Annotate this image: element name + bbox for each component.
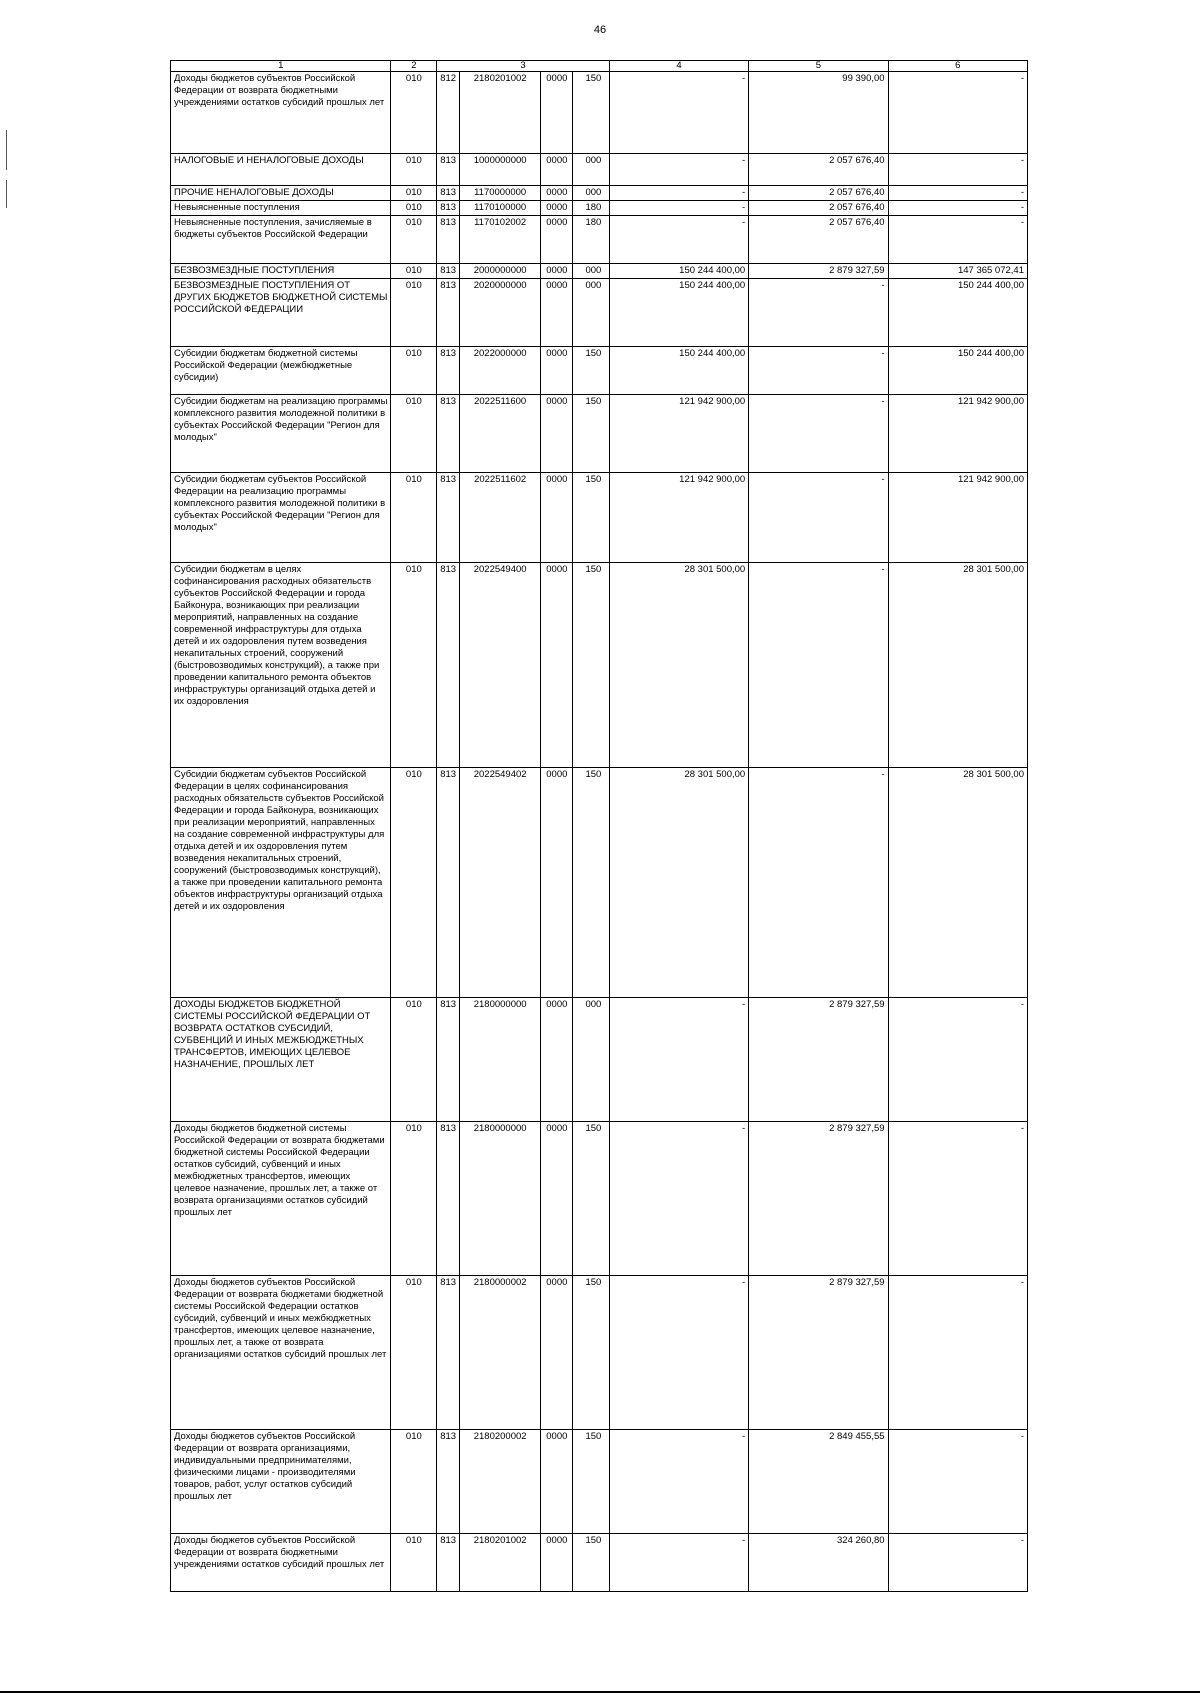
cell-value-5: 2 879 327,59 xyxy=(749,264,888,279)
cell-value-5: 99 390,00 xyxy=(749,72,888,154)
cell-col2: 010 xyxy=(391,395,437,473)
cell-code-d: 150 xyxy=(573,1430,609,1534)
cell-col2: 010 xyxy=(391,1430,437,1534)
cell-code-c: 0000 xyxy=(541,347,573,395)
scan-left-mark xyxy=(6,130,7,170)
cell-col2: 010 xyxy=(391,279,437,347)
cell-value-6: - xyxy=(888,72,1027,154)
scan-bottom-line xyxy=(0,1691,1200,1693)
cell-value-5: - xyxy=(749,395,888,473)
cell-value-6: - xyxy=(888,998,1027,1122)
cell-name: Субсидии бюджетам в целях софинансирования расходных обязательств субъектов Российской Федерации и города Байконура, возникающих при реализации мероприятий, направленных на создание современной инфраструктуры для отдыха детей и их оздоровления путем возведения некапитальных строений, сооружений (быстровозводимых конструкций), а также при проведении капитального ремонта объектов инфраструктуры организаций отдыха детей и их оздоровления xyxy=(171,563,391,768)
header-col-2: 2 xyxy=(391,61,437,72)
header-col-1: 1 xyxy=(171,61,391,72)
cell-name: Субсидии бюджетам субъектов Российской Федерации в целях софинансирования расходных обязательств субъектов Российской Федерации и города Байконура, возникающих при реализации мероприятий, направленных на создание современной инфраструктуры для отдыха детей и их оздоровления путем возведения некапитальных строений, сооружений (быстровозводимых конструкций), а также при проведении капитального ремонта объектов инфраструктуры организаций отдыха детей и их оздоровления xyxy=(171,768,391,998)
cell-code-c: 0000 xyxy=(541,201,573,216)
table-row xyxy=(171,1430,1028,1534)
cell-value-5: 2 057 676,40 xyxy=(749,154,888,186)
cell-value-6: - xyxy=(888,154,1027,186)
cell-value-6: - xyxy=(888,186,1027,201)
cell-code-c: 0000 xyxy=(541,154,573,186)
cell-code-a: 813 xyxy=(437,1534,460,1592)
cell-value-6: - xyxy=(888,216,1027,264)
table-row xyxy=(171,395,1028,473)
table-row xyxy=(171,154,1028,186)
cell-code-d: 150 xyxy=(573,1276,609,1430)
cell-value-6: - xyxy=(888,1122,1027,1276)
cell-value-6: - xyxy=(888,1534,1027,1592)
cell-name: Невыясненные поступления, зачисляемые в бюджеты субъектов Российской Федерации xyxy=(171,216,391,264)
cell-code-b: 1000000000 xyxy=(460,154,541,186)
table-row xyxy=(171,1276,1028,1430)
cell-code-d: 150 xyxy=(573,72,609,154)
cell-code-a: 813 xyxy=(437,1122,460,1276)
cell-value-4: - xyxy=(609,1534,748,1592)
cell-code-d: 000 xyxy=(573,186,609,201)
cell-code-a: 813 xyxy=(437,347,460,395)
cell-name: НАЛОГОВЫЕ И НЕНАЛОГОВЫЕ ДОХОДЫ xyxy=(171,154,391,186)
cell-code-b: 2180201002 xyxy=(460,72,541,154)
cell-code-c: 0000 xyxy=(541,998,573,1122)
table-header-row xyxy=(171,61,1028,72)
cell-code-b: 1170100000 xyxy=(460,201,541,216)
cell-value-4: - xyxy=(609,1122,748,1276)
cell-name: БЕЗВОЗМЕЗДНЫЕ ПОСТУПЛЕНИЯ xyxy=(171,264,391,279)
cell-code-a: 813 xyxy=(437,563,460,768)
cell-code-c: 0000 xyxy=(541,216,573,264)
cell-code-d: 150 xyxy=(573,563,609,768)
cell-value-6: - xyxy=(888,1430,1027,1534)
cell-value-5: - xyxy=(749,768,888,998)
table-row xyxy=(171,1534,1028,1592)
cell-name: Субсидии бюджетам на реализацию программы комплексного развития молодежной политики в субъектах Российской Федерации "Регион для молодых" xyxy=(171,395,391,473)
cell-code-c: 0000 xyxy=(541,264,573,279)
cell-code-c: 0000 xyxy=(541,279,573,347)
cell-code-b: 2180201002 xyxy=(460,1534,541,1592)
cell-code-d: 150 xyxy=(573,768,609,998)
cell-value-6: 150 244 400,00 xyxy=(888,279,1027,347)
cell-code-a: 813 xyxy=(437,1430,460,1534)
header-col-3: 3 xyxy=(437,61,610,72)
cell-name: Субсидии бюджетам субъектов Российской Федерации на реализацию программы комплексного развития молодежной политики в субъектах Российской Федерации "Регион для молодых" xyxy=(171,473,391,563)
cell-code-c: 0000 xyxy=(541,1276,573,1430)
cell-col2: 010 xyxy=(391,264,437,279)
cell-code-d: 150 xyxy=(573,347,609,395)
cell-code-b: 2022549400 xyxy=(460,563,541,768)
cell-value-6: 121 942 900,00 xyxy=(888,395,1027,473)
table-row xyxy=(171,264,1028,279)
table-row xyxy=(171,201,1028,216)
cell-value-5: - xyxy=(749,347,888,395)
cell-code-d: 000 xyxy=(573,154,609,186)
cell-code-a: 813 xyxy=(437,279,460,347)
cell-value-6: - xyxy=(888,201,1027,216)
cell-value-4: 150 244 400,00 xyxy=(609,279,748,347)
cell-code-b: 2180000002 xyxy=(460,1276,541,1430)
cell-value-5: - xyxy=(749,279,888,347)
cell-code-a: 813 xyxy=(437,154,460,186)
cell-col2: 010 xyxy=(391,1534,437,1592)
cell-code-a: 813 xyxy=(437,473,460,563)
budget-table xyxy=(170,60,1028,1592)
cell-code-c: 0000 xyxy=(541,1534,573,1592)
cell-col2: 010 xyxy=(391,563,437,768)
cell-value-4: - xyxy=(609,1430,748,1534)
cell-value-4: 28 301 500,00 xyxy=(609,768,748,998)
cell-value-4: - xyxy=(609,1276,748,1430)
table-row xyxy=(171,72,1028,154)
table-row xyxy=(171,1122,1028,1276)
cell-value-4: - xyxy=(609,201,748,216)
table-row xyxy=(171,186,1028,201)
cell-value-5: 2 057 676,40 xyxy=(749,201,888,216)
cell-code-c: 0000 xyxy=(541,186,573,201)
cell-code-b: 1170000000 xyxy=(460,186,541,201)
cell-code-b: 2180200002 xyxy=(460,1430,541,1534)
cell-code-a: 813 xyxy=(437,395,460,473)
cell-name: Субсидии бюджетам бюджетной системы Российской Федерации (межбюджетные субсидии) xyxy=(171,347,391,395)
table-row xyxy=(171,998,1028,1122)
cell-code-b: 2180000000 xyxy=(460,998,541,1122)
table-row xyxy=(171,279,1028,347)
cell-name: Доходы бюджетов субъектов Российской Федерации от возврата бюджетными учреждениями остатков субсидий прошлых лет xyxy=(171,1534,391,1592)
cell-value-6: 147 365 072,41 xyxy=(888,264,1027,279)
cell-col2: 010 xyxy=(391,186,437,201)
cell-code-c: 0000 xyxy=(541,72,573,154)
cell-value-4: 28 301 500,00 xyxy=(609,563,748,768)
cell-code-d: 180 xyxy=(573,216,609,264)
cell-value-5: 2 879 327,59 xyxy=(749,1122,888,1276)
table-row xyxy=(171,216,1028,264)
cell-value-5: 2 879 327,59 xyxy=(749,1276,888,1430)
cell-code-a: 813 xyxy=(437,264,460,279)
table-row xyxy=(171,473,1028,563)
cell-code-d: 150 xyxy=(573,1122,609,1276)
cell-value-4: 121 942 900,00 xyxy=(609,473,748,563)
cell-code-c: 0000 xyxy=(541,1122,573,1276)
cell-col2: 010 xyxy=(391,1122,437,1276)
cell-col2: 010 xyxy=(391,201,437,216)
cell-code-b: 2022000000 xyxy=(460,347,541,395)
table-row xyxy=(171,563,1028,768)
cell-value-5: - xyxy=(749,473,888,563)
cell-value-5: 324 260,80 xyxy=(749,1534,888,1592)
cell-name: Доходы бюджетов субъектов Российской Федерации от возврата организациями, индивидуальными предпринимателями, физическими лицами - производителями товаров, работ, услуг остатков субсидий прошлых лет xyxy=(171,1430,391,1534)
cell-code-a: 813 xyxy=(437,768,460,998)
cell-name: ПРОЧИЕ НЕНАЛОГОВЫЕ ДОХОДЫ xyxy=(171,186,391,201)
cell-code-a: 813 xyxy=(437,186,460,201)
cell-code-d: 150 xyxy=(573,473,609,563)
cell-col2: 010 xyxy=(391,154,437,186)
cell-name: ДОХОДЫ БЮДЖЕТОВ БЮДЖЕТНОЙ СИСТЕМЫ РОССИЙСКОЙ ФЕДЕРАЦИИ ОТ ВОЗВРАТА ОСТАТКОВ СУБСИДИЙ, СУБВЕНЦИЙ И ИНЫХ МЕЖБЮДЖЕТНЫХ ТРАНСФЕРТОВ, ИМЕЮЩИХ ЦЕЛЕВОЕ НАЗНАЧЕНИЕ, ПРОШЛЫХ ЛЕТ xyxy=(171,998,391,1122)
cell-code-d: 000 xyxy=(573,279,609,347)
cell-code-a: 812 xyxy=(437,72,460,154)
cell-value-5: 2 879 327,59 xyxy=(749,998,888,1122)
cell-code-b: 2180000000 xyxy=(460,1122,541,1276)
table-row xyxy=(171,347,1028,395)
cell-name: БЕЗВОЗМЕЗДНЫЕ ПОСТУПЛЕНИЯ ОТ ДРУГИХ БЮДЖЕТОВ БЮДЖЕТНОЙ СИСТЕМЫ РОССИЙСКОЙ ФЕДЕРАЦИИ xyxy=(171,279,391,347)
cell-value-6: 28 301 500,00 xyxy=(888,768,1027,998)
cell-value-6: - xyxy=(888,1276,1027,1430)
cell-value-4: - xyxy=(609,186,748,201)
cell-code-d: 000 xyxy=(573,264,609,279)
cell-col2: 010 xyxy=(391,72,437,154)
table-row xyxy=(171,768,1028,998)
cell-code-c: 0000 xyxy=(541,473,573,563)
cell-code-c: 0000 xyxy=(541,563,573,768)
cell-code-b: 1170102002 xyxy=(460,216,541,264)
cell-code-a: 813 xyxy=(437,1276,460,1430)
cell-value-4: 150 244 400,00 xyxy=(609,347,748,395)
scan-left-mark xyxy=(6,180,7,208)
cell-code-a: 813 xyxy=(437,201,460,216)
cell-value-4: 150 244 400,00 xyxy=(609,264,748,279)
cell-code-c: 0000 xyxy=(541,1430,573,1534)
cell-value-4: - xyxy=(609,72,748,154)
cell-code-d: 150 xyxy=(573,395,609,473)
page-number: 46 xyxy=(593,24,607,36)
cell-code-a: 813 xyxy=(437,216,460,264)
cell-code-d: 000 xyxy=(573,998,609,1122)
cell-name: Доходы бюджетов субъектов Российской Федерации от возврата бюджетными учреждениями остатков субсидий прошлых лет xyxy=(171,72,391,154)
cell-col2: 010 xyxy=(391,1276,437,1430)
cell-code-c: 0000 xyxy=(541,768,573,998)
cell-value-6: 28 301 500,00 xyxy=(888,563,1027,768)
cell-col2: 010 xyxy=(391,347,437,395)
header-col-4: 4 xyxy=(609,61,748,72)
cell-value-5: 2 057 676,40 xyxy=(749,216,888,264)
cell-code-d: 150 xyxy=(573,1534,609,1592)
cell-name: Доходы бюджетов бюджетной системы Российской Федерации от возврата бюджетами бюджетной системы Российской Федерации остатков субсидий, субвенций и иных межбюджетных трансфертов, имеющих целевое назначение, прошлых лет, а также от возврата организациями остатков субсидий прошлых лет xyxy=(171,1122,391,1276)
header-col-6: 6 xyxy=(888,61,1027,72)
cell-code-b: 2022549402 xyxy=(460,768,541,998)
cell-value-4: - xyxy=(609,216,748,264)
cell-value-5: 2 849 455,55 xyxy=(749,1430,888,1534)
cell-code-b: 2020000000 xyxy=(460,279,541,347)
cell-value-4: - xyxy=(609,154,748,186)
cell-col2: 010 xyxy=(391,473,437,563)
cell-code-c: 0000 xyxy=(541,395,573,473)
cell-name: Доходы бюджетов субъектов Российской Федерации от возврата бюджетами бюджетной системы Российской Федерации остатков субсидий, субвенций и иных межбюджетных трансфертов, имеющих целевое назначение, прошлых лет, а также от возврата организациями остатков субсидий прошлых лет xyxy=(171,1276,391,1430)
cell-col2: 010 xyxy=(391,998,437,1122)
cell-value-4: 121 942 900,00 xyxy=(609,395,748,473)
cell-value-4: - xyxy=(609,998,748,1122)
cell-name: Невыясненные поступления xyxy=(171,201,391,216)
cell-value-6: 121 942 900,00 xyxy=(888,473,1027,563)
cell-code-b: 2022511600 xyxy=(460,395,541,473)
cell-value-5: 2 057 676,40 xyxy=(749,186,888,201)
header-col-5: 5 xyxy=(749,61,888,72)
cell-value-6: 150 244 400,00 xyxy=(888,347,1027,395)
cell-col2: 010 xyxy=(391,216,437,264)
cell-code-d: 180 xyxy=(573,201,609,216)
cell-code-b: 2000000000 xyxy=(460,264,541,279)
cell-col2: 010 xyxy=(391,768,437,998)
cell-code-a: 813 xyxy=(437,998,460,1122)
cell-code-b: 2022511602 xyxy=(460,473,541,563)
cell-value-5: - xyxy=(749,563,888,768)
